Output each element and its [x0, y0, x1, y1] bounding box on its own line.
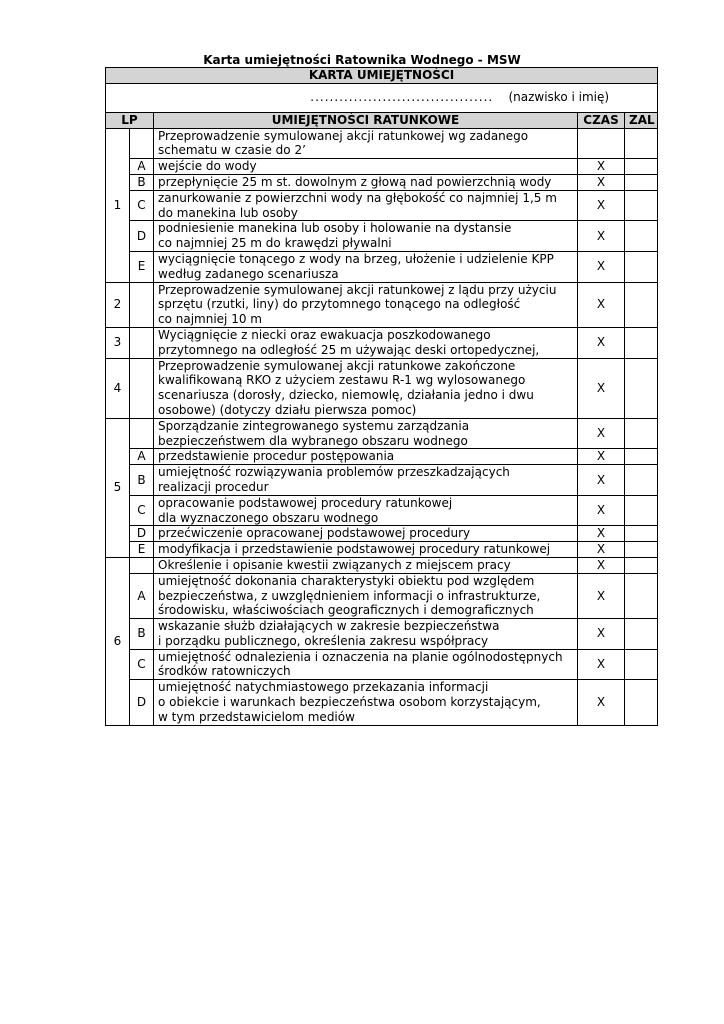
- czas-cell[interactable]: [578, 128, 625, 159]
- table-row: [106, 573, 658, 618]
- skill-description: [154, 221, 578, 252]
- skill-description: [154, 128, 578, 159]
- table-row: [106, 327, 658, 358]
- zal-cell[interactable]: [625, 358, 658, 418]
- skill-line: co najmniej 25 m do krawędzi pływalni: [158, 236, 392, 251]
- name-field[interactable]: [106, 83, 658, 112]
- skill-description: [154, 190, 578, 221]
- skill-description: [154, 174, 578, 190]
- skill-description: [154, 159, 578, 175]
- skill-line: podniesienie manekina lub osoby i holowanie na dystansie: [158, 221, 512, 236]
- zal-cell[interactable]: [625, 282, 658, 327]
- row-sub-letter: B: [130, 174, 154, 190]
- skill-line: zanurkowanie z powierzchni wody na głębokość co najmniej 1,5 m: [158, 190, 557, 205]
- skill-line: Sporządzanie zintegrowanego systemu zarządzania: [158, 418, 470, 433]
- zal-cell[interactable]: [625, 542, 658, 558]
- table-row: [106, 557, 658, 573]
- skills-card-table: [105, 67, 658, 726]
- document-title: Karta umiejętności Ratownika Wodnego - MSW: [203, 53, 521, 67]
- czas-cell[interactable]: X: [578, 190, 625, 221]
- skill-line: Przeprowadzenie symulowanej akcji ratunkowej z lądu przy użyciu: [158, 282, 557, 297]
- table-row: [106, 418, 658, 449]
- table-row: [106, 680, 658, 725]
- skill-description: [154, 557, 578, 573]
- skill-line: umiejętność odnalezienia i oznaczenia na planie ogólnodostępnych: [158, 649, 563, 664]
- zal-cell[interactable]: [625, 465, 658, 496]
- table-row: [106, 282, 658, 327]
- row-sub-letter: D: [130, 680, 154, 725]
- skill-line: wyciągnięcie tonącego z wody na brzeg, ułożenie i udzielenie KPP: [158, 251, 554, 266]
- column-zal: ZAL: [625, 112, 658, 128]
- row-sub-letter: A: [130, 573, 154, 618]
- skill-line: do manekina lub osoby: [158, 205, 298, 220]
- skill-line: Określenie i opisanie kwestii związanych z miejscem pracy: [158, 557, 511, 572]
- skill-description: [154, 573, 578, 618]
- skill-description: [154, 526, 578, 542]
- table-row: [106, 465, 658, 496]
- skill-line: przepłynięcie 25 m st. dowolnym z głową nad powierzchnią wody: [158, 174, 552, 189]
- skill-description: [154, 542, 578, 558]
- czas-cell[interactable]: X: [578, 449, 625, 465]
- zal-cell[interactable]: [625, 526, 658, 542]
- table-row: [106, 174, 658, 190]
- skill-line: wskazanie służb działających w zakresie bezpieczeństwa: [158, 619, 500, 634]
- skill-line: sprzętu (rzutki, liny) do przytomnego tonącego na odległość: [158, 297, 521, 312]
- table-row: [106, 526, 658, 542]
- skill-description: [154, 465, 578, 496]
- czas-cell[interactable]: X: [578, 221, 625, 252]
- czas-cell[interactable]: X: [578, 619, 625, 650]
- zal-cell[interactable]: [625, 649, 658, 680]
- skill-line: Przeprowadzenie symulowanej akcji ratunkowej wg zadanego: [158, 128, 529, 143]
- table-row: [106, 221, 658, 252]
- czas-cell[interactable]: X: [578, 251, 625, 282]
- row-sub-letter: C: [130, 495, 154, 526]
- column-skills: UMIEJĘTNOŚCI RATUNKOWE: [154, 112, 578, 128]
- skill-description: [154, 282, 578, 327]
- skill-line: umiejętność dokonania charakterystyki obiektu pod względem: [158, 573, 535, 588]
- table-row: [106, 128, 658, 159]
- skill-line: o obiekcie i warunkach bezpieczeństwa osobom korzystającym,: [158, 695, 541, 710]
- column-czas: CZAS: [578, 112, 625, 128]
- column-lp: LP: [106, 112, 154, 128]
- skill-line: dla wyznaczonego obszaru wodnego: [158, 510, 379, 525]
- row-sub-letter: E: [130, 542, 154, 558]
- row-sub-letter: D: [130, 526, 154, 542]
- czas-cell[interactable]: X: [578, 495, 625, 526]
- skill-description: [154, 358, 578, 418]
- column-header-row: [106, 112, 658, 128]
- skill-line: Wyciągnięcie z niecki oraz ewakuacja poszkodowanego: [158, 327, 491, 342]
- czas-cell[interactable]: X: [578, 465, 625, 496]
- czas-cell[interactable]: X: [578, 542, 625, 558]
- skill-line: schematu w czasie do 2’: [158, 143, 306, 158]
- zal-cell[interactable]: [625, 221, 658, 252]
- zal-cell[interactable]: [625, 128, 658, 159]
- name-row: [106, 83, 658, 112]
- skill-line: w tym przedstawicielom mediów: [158, 709, 355, 724]
- row-number: 1: [106, 128, 130, 282]
- row-sub-letter: [130, 327, 154, 358]
- czas-cell[interactable]: X: [578, 418, 625, 449]
- row-sub-letter: [130, 418, 154, 449]
- zal-cell[interactable]: [625, 495, 658, 526]
- table-row: [106, 358, 658, 418]
- row-sub-letter: A: [130, 449, 154, 465]
- zal-cell[interactable]: [625, 159, 658, 175]
- table-row: [106, 251, 658, 282]
- czas-cell[interactable]: X: [578, 573, 625, 618]
- row-number: 5: [106, 418, 130, 557]
- row-sub-letter: [130, 358, 154, 418]
- card-header: KARTA UMIEJĘTNOŚCI: [106, 68, 658, 84]
- skill-line: bezpieczeństwa, z uwzględnieniem informacji o infrastrukturze,: [158, 588, 541, 603]
- table-row: [106, 449, 658, 465]
- table-row: [106, 495, 658, 526]
- skill-line: środowisku, właściwościach geograficznych i demograficznych: [158, 603, 534, 618]
- skill-description: [154, 327, 578, 358]
- card-header-row: [106, 68, 658, 84]
- skill-description: [154, 619, 578, 650]
- skill-line: umiejętność natychmiastowego przekazania informacji: [158, 680, 489, 695]
- czas-cell[interactable]: X: [578, 649, 625, 680]
- row-sub-letter: B: [130, 619, 154, 650]
- row-sub-letter: [130, 557, 154, 573]
- skill-line: osobowe) (dotyczy działu pierwsza pomoc): [158, 402, 417, 417]
- skill-line: środków ratowniczych: [158, 664, 291, 679]
- skill-description: [154, 418, 578, 449]
- skill-description: [154, 449, 578, 465]
- czas-cell[interactable]: X: [578, 174, 625, 190]
- row-sub-letter: C: [130, 649, 154, 680]
- skill-line: według zadanego scenariusza: [158, 266, 339, 281]
- czas-cell[interactable]: X: [578, 358, 625, 418]
- skill-line: bezpieczeństwem dla wybranego obszaru wodnego: [158, 433, 468, 448]
- skill-line: co najmniej 10 m: [158, 312, 262, 327]
- table-row: [106, 159, 658, 175]
- zal-cell[interactable]: [625, 680, 658, 725]
- skill-line: modyfikacja i przedstawienie podstawowej procedury ratunkowej: [158, 542, 551, 557]
- row-sub-letter: A: [130, 159, 154, 175]
- table-row: [106, 649, 658, 680]
- skill-line: przedstawienie procedur postępowania: [158, 449, 395, 464]
- row-number: 3: [106, 327, 130, 358]
- row-sub-letter: B: [130, 465, 154, 496]
- czas-cell[interactable]: X: [578, 327, 625, 358]
- name-label: (nazwisko i imię): [508, 90, 610, 105]
- skill-line: i porządku publicznego, określenia zakresu współpracy: [158, 633, 489, 648]
- zal-cell[interactable]: [625, 418, 658, 449]
- czas-cell[interactable]: X: [578, 282, 625, 327]
- czas-cell[interactable]: X: [578, 680, 625, 725]
- skill-description: [154, 251, 578, 282]
- row-sub-letter: C: [130, 190, 154, 221]
- table-row: [106, 542, 658, 558]
- row-sub-letter: D: [130, 221, 154, 252]
- row-sub-letter: E: [130, 251, 154, 282]
- zal-cell[interactable]: [625, 190, 658, 221]
- name-dots: ......................................: [310, 90, 494, 105]
- skill-line: realizacji procedur: [158, 479, 269, 494]
- skill-line: Przeprowadzenie symulowanej akcji ratunkowe zakończone: [158, 358, 516, 373]
- zal-cell[interactable]: [625, 557, 658, 573]
- zal-cell[interactable]: [625, 619, 658, 650]
- skill-line: umiejętność rozwiązywania problemów przeszkadzających: [158, 465, 510, 480]
- table-row: [106, 190, 658, 221]
- skill-line: przećwiczenie opracowanej podstawowej procedury: [158, 526, 471, 541]
- row-number: 4: [106, 358, 130, 418]
- skill-line: scenariusza (dorosły, dziecko, niemowlę, działania jedno i dwu: [158, 388, 534, 403]
- skill-description: [154, 495, 578, 526]
- zal-cell[interactable]: [625, 327, 658, 358]
- zal-cell[interactable]: [625, 174, 658, 190]
- row-sub-letter: [130, 282, 154, 327]
- skill-line: kwalifikowaną RKO z użyciem zestawu R-1 wg wylosowanego: [158, 373, 526, 388]
- row-number: 2: [106, 282, 130, 327]
- zal-cell[interactable]: [625, 251, 658, 282]
- czas-cell[interactable]: X: [578, 526, 625, 542]
- skill-line: wejście do wody: [158, 159, 257, 174]
- czas-cell[interactable]: X: [578, 159, 625, 175]
- row-number: 6: [106, 557, 130, 725]
- czas-cell[interactable]: X: [578, 557, 625, 573]
- zal-cell[interactable]: [625, 449, 658, 465]
- table-row: [106, 619, 658, 650]
- skill-line: przytomnego na odległość 25 m używając deski ortopedycznej,: [158, 342, 540, 357]
- zal-cell[interactable]: [625, 573, 658, 618]
- row-sub-letter: [130, 128, 154, 159]
- skill-line: opracowanie podstawowej procedury ratunkowej: [158, 495, 453, 510]
- skill-description: [154, 649, 578, 680]
- skill-description: [154, 680, 578, 725]
